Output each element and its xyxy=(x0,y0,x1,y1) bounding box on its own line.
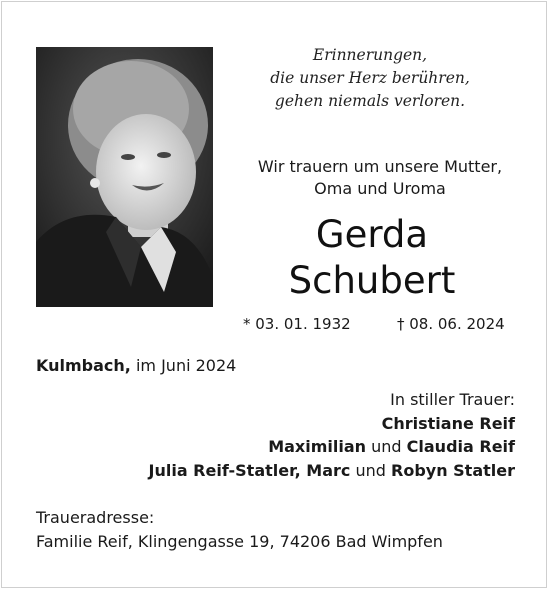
mourner-line xyxy=(149,435,516,459)
mourner-name: Maximilian xyxy=(268,437,367,456)
portrait-photo xyxy=(36,47,213,307)
mourning-address xyxy=(36,506,443,553)
mourner-name: Claudia Reif xyxy=(406,437,515,456)
address-label: Traueradresse: xyxy=(36,508,155,527)
mourner-name: Christiane Reif xyxy=(381,413,515,433)
memorial-poem xyxy=(232,44,508,113)
address-value: Familie Reif, Klingengasse 19, 74206 Bad Wimpfen xyxy=(36,531,443,551)
mourners-heading: In stiller Trauer: xyxy=(390,390,515,409)
mourner-line xyxy=(149,412,516,436)
intro-line: Wir trauern um unsere Mutter, xyxy=(257,157,503,176)
place-name: Kulmbach, xyxy=(36,356,131,375)
intro-line: Oma und Uroma xyxy=(314,179,446,198)
place-date xyxy=(36,356,236,375)
deceased-name xyxy=(232,212,512,304)
conjunction: und xyxy=(366,437,407,456)
poem-line: gehen niemals verloren. xyxy=(274,92,466,110)
mourner-name: Julia Reif-Statler, Marc xyxy=(148,460,351,480)
notice-date: im Juni 2024 xyxy=(130,356,237,375)
poem-line: die unser Herz berühren, xyxy=(270,69,470,87)
conjunction: und xyxy=(350,460,391,480)
mourner-line xyxy=(149,459,516,483)
mourners-block xyxy=(149,388,516,482)
poem-line: Erinnerungen, xyxy=(312,46,428,64)
mourning-intro xyxy=(232,156,528,200)
mourner-name: Robyn Statler xyxy=(391,460,515,480)
death-date: † 08. 06. 2024 xyxy=(397,315,505,333)
birth-date: * 03. 01. 1932 xyxy=(243,315,351,333)
deceased-first-name: Gerda xyxy=(315,213,429,256)
deceased-last-name: Schubert xyxy=(288,259,456,302)
